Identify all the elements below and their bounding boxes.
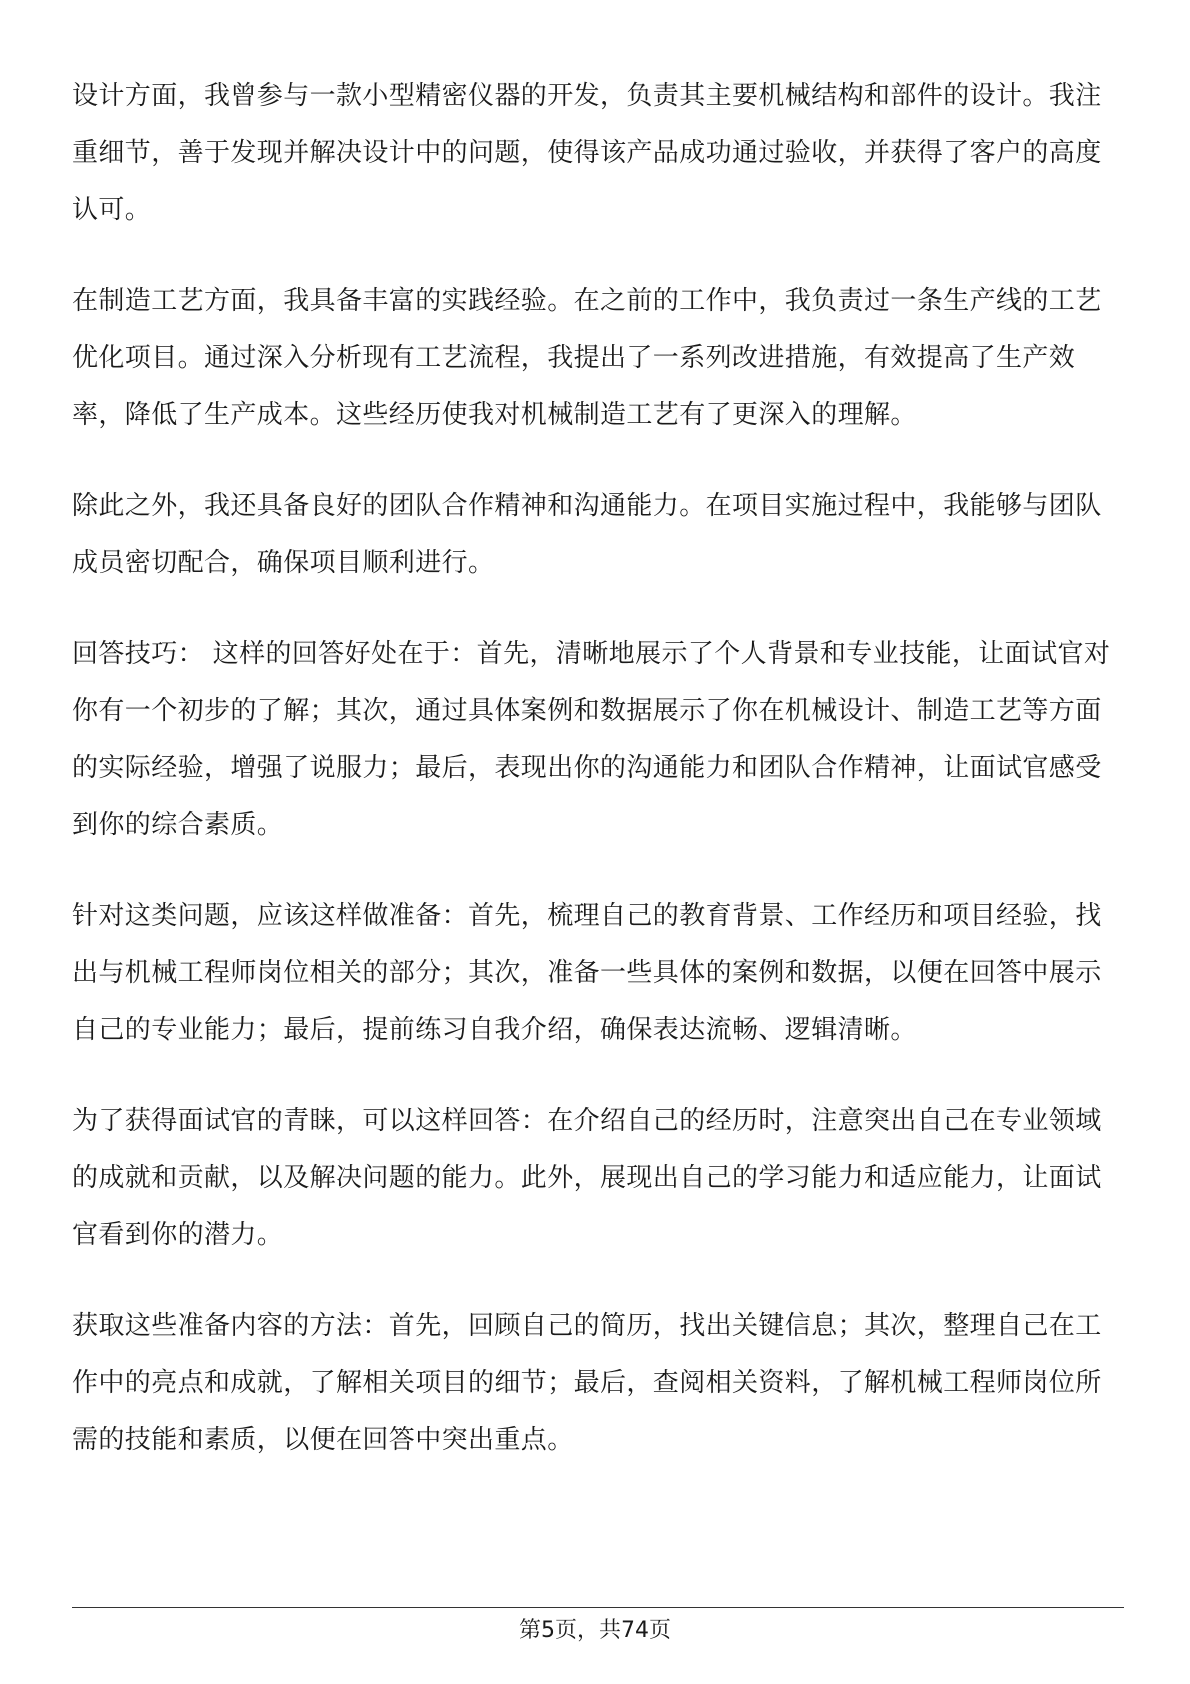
paragraph: 回答技巧： 这样的回答好处在于：首先，清晰地展示了个人背景和专业技能，让面试官对你有一个初步的了解；其次，通过具体案例和数据展示了你在机械设计、制造工艺等方面的实际经验，增强了说服力；最后，表现出你的沟通能力和团队合作精神，让面试官感受到你的综合素质。 (72, 639, 1111, 840)
document-body (72, 68, 1124, 1503)
paragraph: 在制造工艺方面，我具备丰富的实践经验。在之前的工作中，我负责过一条生产线的工艺优化项目。通过深入分析现有工艺流程，我提出了一系列改进措施，有效提高了生产效率，降低了生产成本。这些经历使我对机械制造工艺有了更深入的理解。 (72, 286, 1102, 430)
page-number: 第5页，共74页 (519, 1618, 671, 1643)
footer-divider (72, 1607, 1124, 1608)
paragraph: 设计方面，我曾参与一款小型精密仪器的开发，负责其主要机械结构和部件的设计。我注重细节，善于发现并解决设计中的问题，使得该产品成功通过验收，并获得了客户的高度认可。 (72, 81, 1102, 225)
paragraph: 获取这些准备内容的方法：首先，回顾自己的简历，找出关键信息；其次，整理自己在工作中的亮点和成就，了解相关项目的细节；最后，查阅相关资料，了解机械工程师岗位所需的技能和素质，以便在回答中突出重点。 (72, 1311, 1102, 1455)
paragraph: 为了获得面试官的青睐，可以这样回答：在介绍自己的经历时，注意突出自己在专业领域的成就和贡献，以及解决问题的能力。此外，展现出自己的学习能力和适应能力，让面试官看到你的潜力。 (72, 1106, 1102, 1250)
paragraph: 除此之外，我还具备良好的团队合作精神和沟通能力。在项目实施过程中，我能够与团队成员密切配合，确保项目顺利进行。 (72, 491, 1102, 578)
paragraph: 针对这类问题，应该这样做准备：首先，梳理自己的教育背景、工作经历和项目经验，找出与机械工程师岗位相关的部分；其次，准备一些具体的案例和数据，以便在回答中展示自己的专业能力；最后，提前练习自我介绍，确保表达流畅、逻辑清晰。 (72, 901, 1102, 1045)
